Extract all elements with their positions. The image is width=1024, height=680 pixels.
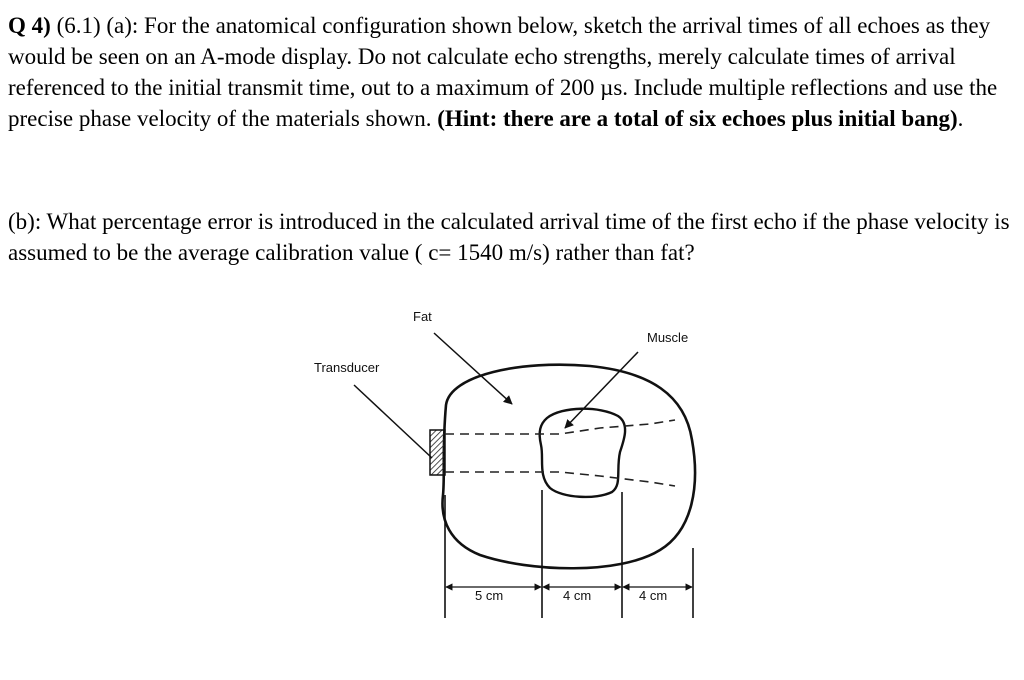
transducer-block xyxy=(430,430,445,475)
part-a-text: (6.1) (a): For the anatomical configuration shown below, sketch the arrival times of all echoes as they would be seen on an A-mode display. Do not calculate echo strengths, merely calculate times of arrival referenced to the initial transmit time, out to a maximum of 200 µs. Include multiple reflections and use the precise phase velocity of the materials shown. xyxy=(8,13,998,131)
dimension-label-3: 4 cm xyxy=(639,588,668,603)
transducer-leader xyxy=(354,385,432,458)
transducer-label: Transducer xyxy=(314,360,380,375)
question-part-a xyxy=(8,10,1016,134)
dimension-label-2: 4 cm xyxy=(563,588,592,603)
muscle-outline xyxy=(540,409,625,497)
anatomy-figure xyxy=(300,300,760,640)
hint-text: (Hint: there are a total of six echoes plus initial bang) xyxy=(437,106,958,131)
muscle-leader xyxy=(565,352,638,428)
fat-outline xyxy=(442,365,695,569)
question-part-b xyxy=(8,206,1016,268)
part-a-paragraph xyxy=(8,10,1016,134)
part-b-text: (b): What percentage error is introduced in the calculated arrival time of the first echo if the phase velocity is assumed to be the average calibration value ( c= 1540 m/s) rather than fat? xyxy=(8,209,1010,265)
beam-upper xyxy=(445,420,675,434)
fat-leader xyxy=(434,333,512,404)
beam-lower xyxy=(445,472,675,486)
muscle-label: Muscle xyxy=(647,330,689,345)
part-a-end: . xyxy=(957,106,964,131)
fat-label: Fat xyxy=(413,309,432,324)
dimension-label-1: 5 cm xyxy=(475,588,504,603)
anatomy-diagram xyxy=(300,300,760,640)
question-number: Q 4) xyxy=(8,13,51,38)
